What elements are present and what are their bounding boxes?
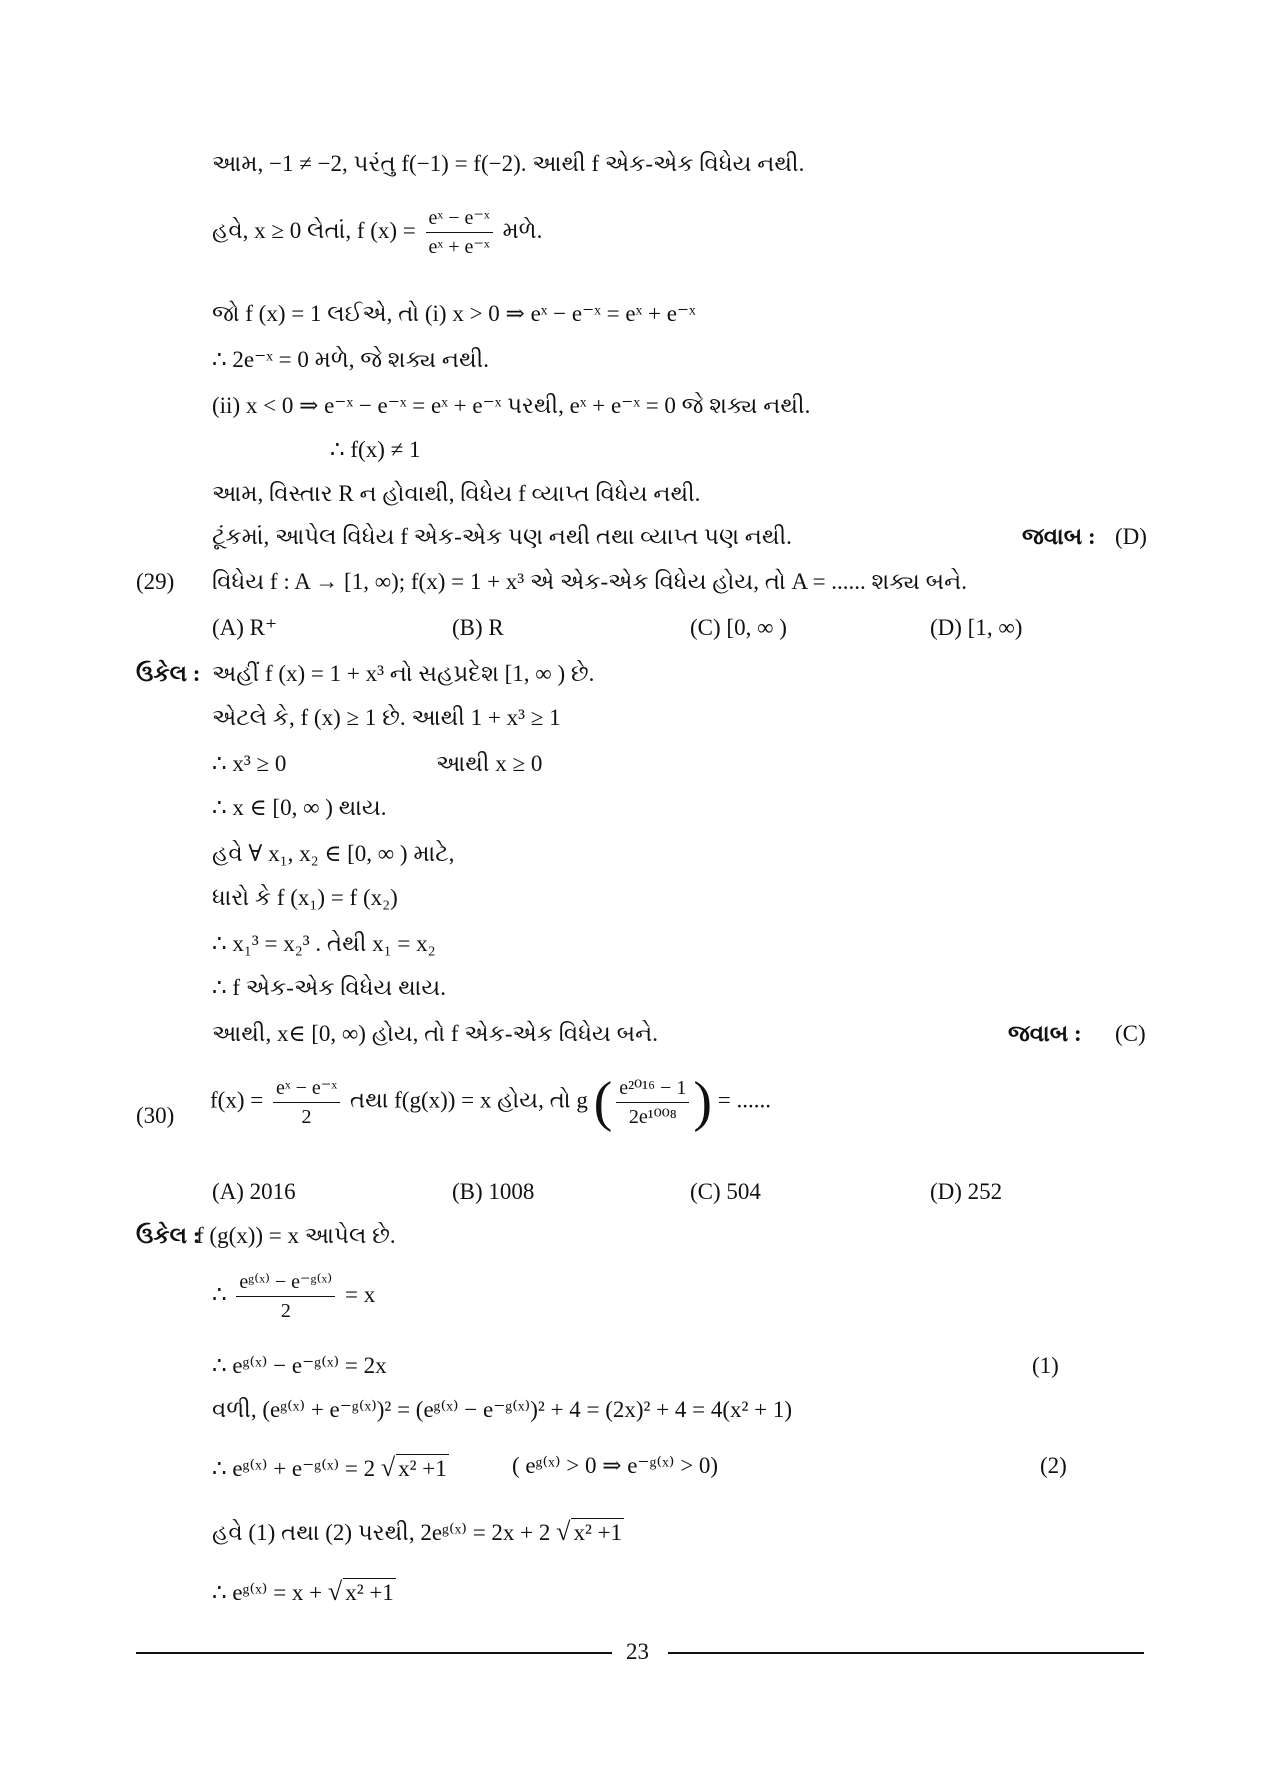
footer-rule-right [668, 1652, 1144, 1654]
text-line: ટૂંકમાં, આપેલ વિધેય f એક-એક પણ નથી તથા વ્યાપ્ત પણ નથી. [212, 524, 792, 549]
solution-line: ∴ x³ ≥ 0 [212, 751, 287, 776]
text-fragment: તથા f(g(x)) = x હોય, તો g [349, 1087, 588, 1113]
text-fragment: ∴ eᵍ⁽ˣ⁾ + e⁻ᵍ⁽ˣ⁾ = 2 [212, 1456, 376, 1481]
text-line: ∴ f(x) ≠ 1 [330, 437, 421, 462]
solution-line [212, 1452, 449, 1483]
answer-label: જવાબ : [1008, 1021, 1082, 1046]
question-number: (29) [136, 569, 175, 594]
radicand: x² +1 [573, 1520, 623, 1545]
solution-line: વળી, (eᵍ⁽ˣ⁾ + e⁻ᵍ⁽ˣ⁾)² = (eᵍ⁽ˣ⁾ − e⁻ᵍ⁽ˣ⁾)² + 4 = (2x)² + 4 = 4(x² + 1) [212, 1397, 793, 1422]
text-fragment: = x [344, 1281, 376, 1307]
text-line: (ii) x < 0 ⇒ e⁻ˣ − e⁻ˣ = eˣ + e⁻ˣ પરથી, eˣ + e⁻ˣ = 0 જે શક્ય નથી. [212, 393, 811, 418]
solution-line [212, 1576, 396, 1607]
option-a: (A) R⁺ [212, 615, 278, 640]
equation-tag: (1) [1032, 1353, 1059, 1378]
solution-line: આથી, x∈ [0, ∞) હોય, તો f એક-એક વિધેય બને. [212, 1021, 658, 1046]
text-line: જો f (x) = 1 લઈએ, તો (i) x > 0 ⇒ eˣ − e⁻ˣ = eˣ + e⁻ˣ [212, 301, 696, 326]
solution-line: ધારો કે f (x₁) = f (x₂) [212, 885, 398, 910]
solution-line [212, 1516, 624, 1547]
sqrt-icon: √ [327, 1577, 343, 1606]
text-line: આમ, વિસ્તાર R ન હોવાથી, વિધેય f વ્યાપ્ત વિધેય નથી. [212, 481, 701, 506]
solution-label: ઉકેલ : [136, 661, 201, 686]
page-number: 23 [626, 1639, 649, 1664]
text-fragment: મળે. [502, 217, 543, 243]
option-d: (D) 252 [930, 1179, 1003, 1204]
fraction [426, 206, 493, 259]
left-paren: ( [593, 1071, 613, 1133]
option-d: (D) [1, ∞) [930, 615, 1023, 640]
solution-label: ઉકેલ : [136, 1223, 201, 1248]
question-text: વિધેય f : A → [1, ∞); f(x) = 1 + x³ એ એક-એક વિધેય હોય, તો A = ...... શક્ય બને. [212, 569, 967, 594]
fraction-numerator: eˣ − e⁻ˣ [426, 206, 493, 233]
fraction-denominator: eˣ + e⁻ˣ [428, 236, 490, 258]
option-a: (A) 2016 [212, 1179, 296, 1204]
text-fragment: f(x) = [210, 1087, 264, 1113]
solution-line: હવે ∀ x₁, x₂ ∈ [0, ∞ ) માટે, [212, 841, 455, 866]
text-fragment: = ...... [717, 1087, 772, 1113]
footer-rule-left [136, 1652, 612, 1654]
answer-label: જવાબ : [1022, 524, 1096, 549]
fraction-denominator: 2 [280, 1300, 291, 1322]
answer-value: (C) [1115, 1021, 1146, 1046]
solution-note: ( eᵍ⁽ˣ⁾ > 0 ⇒ e⁻ᵍ⁽ˣ⁾ > 0) [512, 1453, 719, 1478]
solution-line: ∴ f એક-એક વિધેય થાય. [212, 975, 446, 1000]
fraction [273, 1076, 340, 1129]
solution-line [212, 1270, 375, 1323]
question-text [210, 1071, 772, 1133]
solution-line: f (g(x)) = x આપેલ છે. [196, 1223, 396, 1248]
text-fragment: હવે (1) તથા (2) પરથી, 2eᵍ⁽ˣ⁾ = 2x + 2 [212, 1520, 551, 1545]
text-fragment: ∴ [212, 1281, 227, 1307]
solution-line: એટલે કે, f (x) ≥ 1 છે. આથી 1 + x³ ≥ 1 [212, 705, 561, 730]
option-b: (B) R [452, 615, 504, 640]
solution-line: ∴ eᵍ⁽ˣ⁾ − e⁻ᵍ⁽ˣ⁾ = 2x [212, 1353, 387, 1378]
solution-line: ∴ x₁³ = x₂³ . તેથી x₁ = x₂ [212, 931, 436, 956]
fraction-numerator: eᵍ⁽ˣ⁾ − e⁻ᵍ⁽ˣ⁾ [236, 1270, 335, 1297]
option-b: (B) 1008 [452, 1179, 535, 1204]
option-c: (C) [0, ∞ ) [690, 615, 787, 640]
solution-line: આથી x ≥ 0 [436, 751, 543, 776]
text-line: આમ, −1 ≠ −2, પરંતુ f(−1) = f(−2). આથી f એક-એક વિધેય નથી. [212, 151, 805, 176]
sqrt-icon: √ [380, 1453, 396, 1482]
equation-tag: (2) [1040, 1453, 1067, 1478]
sqrt-icon: √ [556, 1517, 571, 1546]
text-fragment: હવે, x ≥ 0 લેતાં, f (x) = [212, 217, 416, 243]
text-line: ∴ 2e⁻ˣ = 0 મળે, જે શક્ય નથી. [212, 347, 489, 372]
solution-line: અહીં f (x) = 1 + x³ નો સહપ્રદેશ [1, ∞ ) છે. [212, 661, 595, 686]
right-paren: ) [693, 1071, 713, 1133]
fraction [236, 1270, 335, 1323]
solution-line: ∴ x ∈ [0, ∞ ) થાય. [212, 795, 387, 820]
radicand: x² +1 [345, 1580, 394, 1605]
fraction-numerator: eˣ − e⁻ˣ [273, 1076, 340, 1103]
radicand: x² +1 [398, 1456, 447, 1481]
text-line [212, 206, 542, 259]
option-c: (C) 504 [690, 1179, 761, 1204]
question-number: (30) [136, 1103, 175, 1128]
answer-value: (D) [1115, 524, 1147, 549]
fraction-denominator: 2 [301, 1105, 312, 1128]
fraction-denominator: 2e¹⁰⁰⁸ [628, 1105, 677, 1128]
fraction-numerator: e²⁰¹⁶ − 1 [616, 1076, 689, 1103]
fraction [616, 1076, 689, 1129]
text-fragment: ∴ eᵍ⁽ˣ⁾ = x + [212, 1580, 323, 1605]
